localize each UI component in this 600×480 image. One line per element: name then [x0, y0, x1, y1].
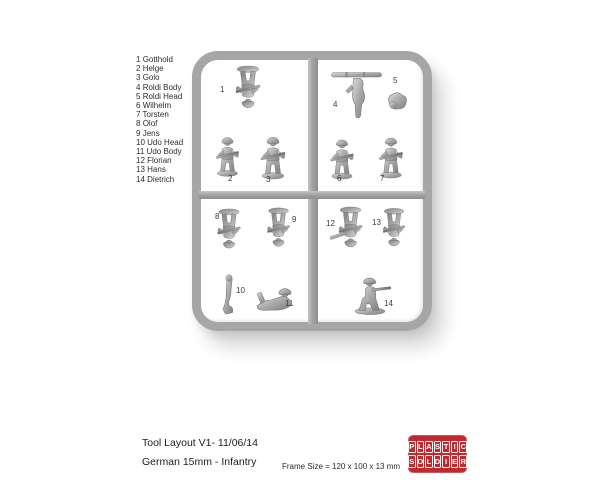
sprue-number-13: 13: [372, 218, 381, 227]
part-list-item: [136, 147, 183, 156]
soldier-head-icon: [389, 93, 407, 109]
part-number: 12: [136, 156, 145, 166]
part-number: 7: [136, 110, 141, 120]
part-number: 10: [136, 137, 145, 147]
soldier-body-icon: [346, 78, 365, 118]
sprue-number-3: 3: [266, 175, 271, 184]
part-number: 1: [136, 55, 141, 64]
soldier-silhouette-icon: [379, 138, 402, 178]
part-list-item: [136, 129, 183, 138]
logo-line-soldier: S O L D I E R: [409, 456, 466, 466]
part-number: 11: [136, 147, 145, 157]
part-list-item: [136, 92, 183, 101]
tool-layout-title: Tool Layout V1- 11/06/14: [142, 437, 258, 449]
machine-gun-icon: [330, 232, 346, 240]
part-name: Dietrich: [147, 174, 175, 184]
figure-3: [255, 130, 291, 180]
figure-1: [229, 65, 267, 115]
gun-barrel-icon: [331, 72, 381, 77]
product-title: German 15mm - Infantry: [142, 456, 257, 468]
part-name: Udo Body: [146, 147, 182, 157]
part-number: 13: [136, 165, 145, 175]
figure-9: [261, 207, 296, 253]
part-list-item: [136, 83, 183, 92]
part-name: Roldi Head: [142, 91, 183, 101]
figure-2: [212, 129, 243, 179]
part-number: 9: [136, 128, 141, 138]
part-name: Olof: [142, 119, 158, 129]
part-number: 2: [136, 64, 141, 74]
part-list-item: [136, 175, 183, 184]
soldier-silhouette-icon: [383, 208, 405, 246]
sprue-number-8: 8: [215, 212, 220, 221]
part-list-item: [136, 55, 183, 64]
logo-line-plastic: P L A S T I C: [409, 442, 466, 452]
part-list-item: [136, 101, 183, 110]
soldier-silhouette-icon: [261, 137, 285, 179]
part-name: Helge: [142, 64, 164, 74]
kneeling-soldier-icon: [355, 278, 391, 315]
sprue-number-6: 6: [337, 174, 342, 183]
part-list-item: [136, 73, 183, 82]
soldier-head-part-icon: [223, 275, 232, 314]
plastic-soldier-logo: [408, 435, 467, 473]
figure-11: [255, 280, 295, 316]
part-number: 4: [136, 82, 141, 92]
part-name: Udo Head: [147, 137, 184, 147]
part-list-item: [136, 138, 183, 147]
part-name: Jens: [142, 128, 160, 138]
part-name: Gotthold: [142, 55, 173, 64]
sprue-number-4: 4: [333, 100, 338, 109]
sprue-number-12: 12: [326, 219, 335, 228]
figure-12: [323, 206, 373, 254]
figure-4: [329, 68, 385, 122]
part-list-item: [136, 156, 183, 165]
figure-6: [324, 133, 360, 180]
part-list-item: [136, 165, 183, 174]
soldier-silhouette-icon: [331, 140, 354, 179]
figure-14: [348, 274, 394, 315]
sprue-number-2: 2: [228, 174, 233, 183]
part-number: 8: [136, 119, 141, 129]
figure-13: [379, 206, 409, 254]
part-number: 3: [136, 73, 141, 83]
soldier-silhouette-icon: [339, 207, 362, 247]
sprue-number-14: 14: [384, 299, 393, 308]
part-number: 6: [136, 101, 141, 111]
soldier-silhouette-icon: [218, 209, 241, 248]
figure-8: [207, 208, 251, 255]
part-list-item: [136, 119, 183, 128]
sprue-number-5: 5: [393, 76, 398, 85]
part-list-item: [136, 64, 183, 73]
part-number: 5: [136, 91, 141, 101]
parts-list: [136, 55, 183, 184]
part-name: Hans: [147, 165, 166, 175]
part-number: 14: [136, 174, 145, 184]
soldier-silhouette-icon: [267, 208, 289, 246]
sprue-number-10: 10: [236, 286, 245, 295]
frame-size-note: Frame Size = 120 x 100 x 13 mm: [282, 462, 401, 471]
sprue-number-1: 1: [220, 85, 225, 94]
part-name: Roldi Body: [142, 82, 182, 92]
sprue-number-7: 7: [380, 174, 385, 183]
soldier-silhouette-icon: [236, 66, 260, 108]
part-name: Florian: [147, 156, 172, 166]
sprue-number-9: 9: [292, 215, 297, 224]
sprue-horizontal-bar: [199, 191, 425, 199]
soldier-silhouette-icon: [216, 138, 239, 177]
part-name: Wilhelm: [142, 101, 172, 111]
part-list-item: [136, 110, 183, 119]
figure-7: [369, 131, 413, 179]
part-name: Torsten: [142, 110, 169, 120]
sprue-number-11: 11: [285, 299, 294, 308]
part-name: Golo: [142, 73, 160, 83]
figure-5: [384, 89, 410, 113]
